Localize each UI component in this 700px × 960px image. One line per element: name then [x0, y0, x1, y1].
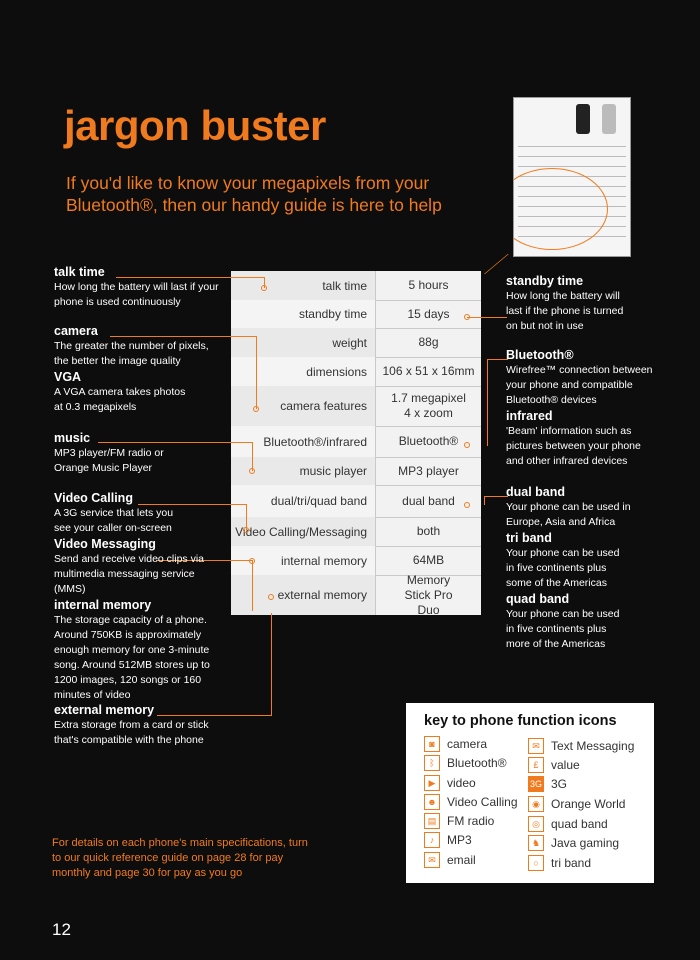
key-item — [424, 755, 507, 771]
key-label: 3G — [551, 777, 568, 791]
note-text: The greater the number of pixels, the better the image quality — [54, 340, 209, 367]
key-label: MP3 — [447, 833, 472, 847]
table-row — [231, 485, 481, 518]
note-text: How long the battery will last if your phone is used continuously — [54, 281, 219, 308]
note-talk-time — [54, 264, 244, 310]
note-text: 'Beam' information such as pictures between your phone and other infrared devices — [506, 425, 641, 467]
row-value: 64MB — [412, 553, 445, 567]
note-heading: Video Calling — [54, 491, 133, 505]
row-value: Bluetooth® — [398, 434, 459, 448]
key-item — [528, 855, 591, 871]
camera-icon: ◙ — [424, 736, 440, 752]
key-label: Text Messaging — [551, 739, 635, 753]
key-item — [528, 796, 625, 812]
key-item — [424, 832, 472, 848]
key-item — [528, 835, 619, 851]
note-heading: internal memory — [54, 598, 152, 612]
key-item — [528, 776, 567, 792]
video-icon: ▶ — [424, 775, 440, 791]
key-label: camera — [447, 737, 488, 751]
table-row — [231, 271, 481, 301]
page-number: 12 — [52, 920, 71, 939]
table-row — [231, 357, 481, 387]
note-text: Send and receive video clips via multimedia messaging service (MMS) — [54, 553, 205, 595]
key-item — [424, 794, 518, 810]
table-row — [231, 457, 481, 486]
row-label: internal memory — [231, 546, 376, 575]
page-subtitle: If you'd like to know your megapixels from your Bluetooth®, then our handy guide is here to help — [66, 173, 442, 215]
note-text: The storage capacity of a phone. Around 750KB is approximately enough memory for one 3-minute song. Around 512MB stores up to 1200 images, 120 songs or 160 minutes of video — [54, 614, 210, 701]
row-label: Bluetooth®/infrared — [231, 426, 376, 457]
quad-band-icon: ◎ — [528, 816, 544, 832]
row-value: 88g — [418, 335, 439, 349]
icon-key-panel — [406, 703, 654, 883]
row-value: 5 hours — [408, 278, 449, 292]
key-item — [528, 757, 580, 773]
row-label: dual/tri/quad band — [231, 485, 376, 517]
note-heading: VGA — [54, 370, 82, 384]
note-text: Your phone can be used in five continents plus some of the Americas — [506, 547, 620, 589]
key-item — [424, 736, 487, 752]
mp3-icon: ♪ — [424, 832, 440, 848]
note-heading: dual band — [506, 485, 566, 499]
note-heading: camera — [54, 324, 98, 338]
bluetooth-icon: ᛒ — [424, 755, 440, 771]
video-calling-icon: ☻ — [424, 794, 440, 810]
key-label: Video Calling — [447, 795, 518, 809]
note-standby-time — [506, 273, 631, 334]
table-row — [231, 426, 481, 458]
key-item — [528, 816, 608, 832]
note-music — [54, 430, 184, 476]
row-label: external memory — [231, 575, 376, 615]
email-icon: ✉ — [424, 852, 440, 868]
key-title: key to phone function icons — [424, 713, 617, 729]
key-label: FM radio — [447, 814, 495, 828]
row-value: Memory Stick Pro Duo — [404, 572, 453, 617]
row-label: Video Calling/Messaging — [231, 517, 376, 546]
table-row — [231, 386, 481, 427]
tri-band-icon: ○ — [528, 855, 544, 871]
phone-image-left — [576, 104, 590, 134]
note-heading: Bluetooth® — [506, 348, 574, 362]
3g-icon: 3G — [528, 776, 544, 792]
key-label: value — [551, 758, 580, 772]
fm-radio-icon: ▤ — [424, 813, 440, 829]
table-row — [231, 328, 481, 358]
note-heading: standby time — [506, 274, 584, 288]
note-text: Your phone can be used in five continents plus more of the Americas — [506, 608, 620, 650]
note-heading: external memory — [54, 703, 155, 717]
note-band — [506, 484, 631, 652]
highlight-circle — [513, 168, 608, 250]
key-label: tri band — [551, 856, 592, 870]
row-label: talk time — [231, 271, 376, 300]
note-text: Your phone can be used in Europe, Asia and Africa — [506, 501, 631, 528]
text-messaging-icon: ✉ — [528, 738, 544, 754]
key-label: Java gaming — [551, 836, 620, 850]
note-text: Wirefree™ connection between your phone and compatible Bluetooth® devices — [506, 364, 653, 406]
phone-image-right — [602, 104, 616, 134]
note-heading: tri band — [506, 531, 552, 545]
row-label: weight — [231, 328, 376, 357]
note-text: A VGA camera takes photos at 0.3 megapixels — [54, 386, 186, 413]
table-row — [231, 517, 481, 547]
key-item — [424, 775, 476, 791]
row-label: music player — [231, 457, 376, 485]
key-label: quad band — [551, 817, 608, 831]
key-label: email — [447, 853, 476, 867]
note-external-memory — [54, 702, 219, 748]
java-gaming-icon: ♞ — [528, 835, 544, 851]
row-label: dimensions — [231, 357, 376, 386]
row-label: camera features — [231, 386, 376, 426]
note-text: How long the battery will last if the phone is turned on but not in use — [506, 290, 624, 332]
row-label: standby time — [231, 300, 376, 328]
note-text: Extra storage from a card or stick that's compatible with the phone — [54, 719, 209, 746]
row-value: 1.7 megapixel 4 x zoom — [391, 391, 466, 420]
note-video-calling — [54, 490, 229, 597]
row-value: 15 days — [407, 306, 450, 321]
note-heading: quad band — [506, 592, 570, 606]
row-value: dual band — [402, 493, 455, 508]
row-value: both — [416, 524, 441, 538]
key-label: Bluetooth® — [447, 756, 507, 770]
note-internal-memory — [54, 597, 232, 703]
note-heading: infrared — [506, 409, 553, 423]
key-label: Orange World — [551, 797, 626, 811]
spec-sheet-thumbnail — [513, 97, 631, 257]
orange-world-icon: ◉ — [528, 796, 544, 812]
key-item — [424, 813, 494, 829]
spec-table — [231, 271, 481, 615]
value-icon: £ — [528, 757, 544, 773]
note-bluetooth — [506, 347, 656, 469]
key-label: video — [447, 776, 476, 790]
row-value: MP3 player — [398, 463, 459, 478]
note-heading: talk time — [54, 265, 105, 279]
note-text: A 3G service that lets you see your caller on-screen — [54, 507, 174, 534]
footnote: For details on each phone's main specifications, turn to our quick reference guide on page 28 for pay monthly and page 30 for pay as you go — [52, 837, 308, 879]
key-item — [528, 738, 634, 754]
note-heading: Video Messaging — [54, 537, 156, 551]
page-title: jargon buster — [64, 102, 326, 149]
row-value: 106 x 51 x 16mm — [382, 364, 475, 378]
table-row — [231, 300, 481, 329]
key-item — [424, 852, 476, 868]
table-row — [231, 546, 481, 576]
note-heading: music — [54, 431, 91, 445]
note-camera — [54, 323, 224, 415]
note-text: MP3 player/FM radio or Orange Music Player — [54, 447, 164, 474]
